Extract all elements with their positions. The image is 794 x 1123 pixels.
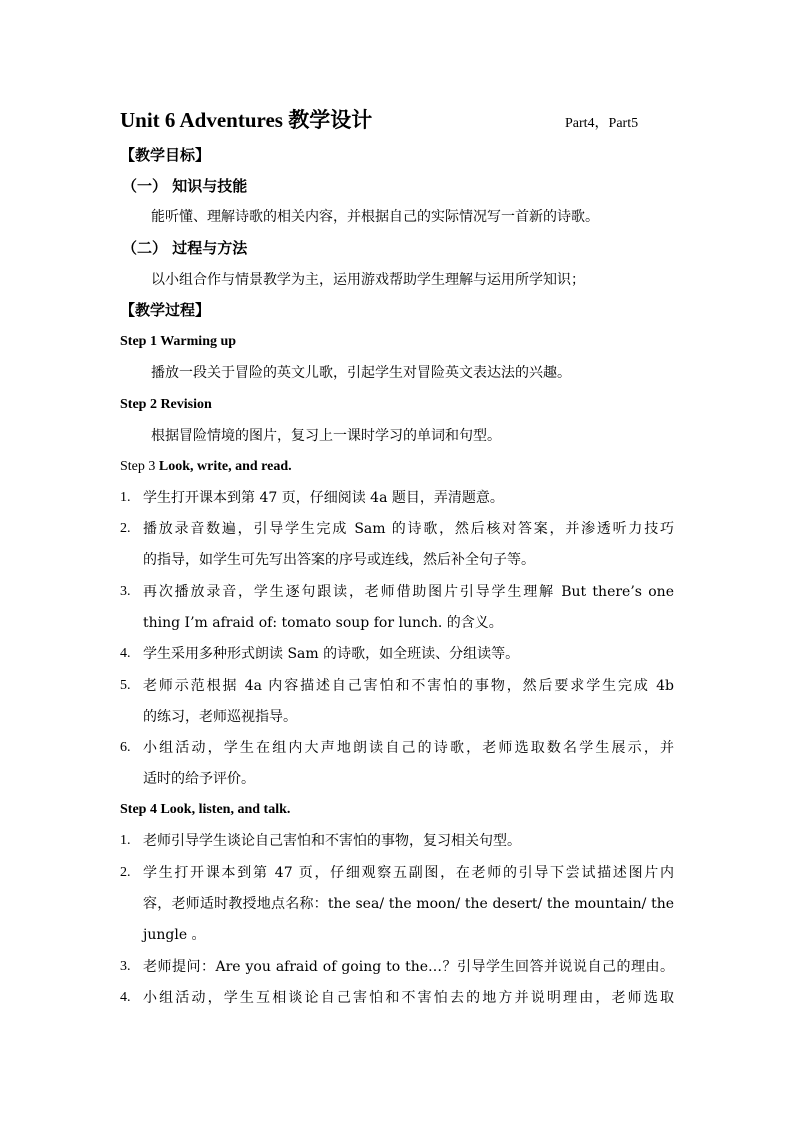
step3-item-3-number: 3. [120,584,131,599]
step2-title: Step 2 Revision [120,397,212,412]
goal2-heading: （二） 过程与方法 [122,239,248,257]
step4-title: Step 4 Look, listen, and talk. [120,802,291,817]
step3-item-2-line-2: 的指导，如学生可先写出答案的序号或连线，然后补全句子等。 [143,552,535,568]
step4-item-2-number: 2. [120,865,131,880]
step3-item-6-number: 6. [120,740,131,755]
teaching-process-heading: 【教学过程】 [120,301,211,319]
step4-item-2-line-3: jungle 。 [143,927,206,943]
teaching-goals-heading: 【教学目标】 [120,146,211,164]
step3-item-1-number: 1. [120,490,131,505]
step3-item-6-line-1: 小组活动，学生在组内大声地朗读自己的诗歌，老师选取数名学生展示，并 [143,740,674,756]
step4-item-4-line-1: 小组活动，学生互相谈论自己害怕和不害怕去的地方并说明理由，老师选取 [143,990,674,1006]
step3-item-5-line-1: 老师示范根据 4a 内容描述自己害怕和不害怕的事物，然后要求学生完成 4b [143,678,674,694]
step4-item-2-line-1: 学生打开课本到第 47 页，仔细观察五副图，在老师的引导下尝试描述图片内 [143,865,674,881]
step3-title [120,457,292,477]
step3-item-4-number: 4. [120,646,131,661]
step4-item-1-line-1: 老师引导学生谈论自己害怕和不害怕的事物，复习相关句型。 [143,833,521,849]
step3-item-3-line-1: 再次播放录音，学生逐句跟读，老师借助图片引导学生理解 But there’s one [143,584,674,600]
step4-item-3-number: 3. [120,959,131,974]
step3-prefix: Step 3 [120,459,159,474]
step3-item-2-line-1: 播放录音数遍，引导学生完成 Sam 的诗歌，然后核对答案，并渗透听力技巧 [143,521,674,537]
step3-item-1-line-1: 学生打开课本到第 47 页，仔细阅读 4a 题目，弄清题意。 [143,490,504,506]
title-row [120,104,680,134]
step3-item-4-line-1: 学生采用多种形式朗读 Sam 的诗歌，如全班读、分组读等。 [143,646,520,662]
step3-item-3-line-2: thing I’m afraid of: tomato soup for lunch. 的含义。 [143,615,503,631]
step4-item-4-number: 4. [120,990,131,1005]
title-parts: Part4，Part5 [565,116,639,131]
step3-item-5-number: 5. [120,678,131,693]
goal1-heading: （一） 知识与技能 [122,177,248,195]
step3-item-2-number: 2. [120,521,131,536]
step3-item-6-line-2: 适时的给予评价。 [143,771,255,787]
step2-text: 根据冒险情境的图片，复习上一课时学习的单词和句型。 [151,428,501,444]
step4-item-3-line-1: 老师提问：Are you afraid of going to the…？引导学生回答并说说自己的理由。 [143,959,674,975]
goal1-text: 能听懂、理解诗歌的相关内容，并根据自己的实际情况写一首新的诗歌。 [151,209,599,225]
step3-title-text: Look, write, and read. [158,459,292,474]
step1-title: Step 1 Warming up [120,334,237,349]
document-title: Unit 6 Adventures 教学设计 [120,108,373,132]
step3-item-5-line-2: 的练习，老师巡视指导。 [143,709,297,725]
goal2-text: 以小组合作与情景教学为主，运用游戏帮助学生理解与运用所学知识； [151,272,585,288]
step4-item-1-number: 1. [120,833,131,848]
step1-text: 播放一段关于冒险的英文儿歌，引起学生对冒险英文表达法的兴趣。 [151,365,571,381]
step4-item-2-line-2: 容，老师适时教授地点名称：the sea/ the moon/ the desert/ the mountain/ the [143,896,674,912]
